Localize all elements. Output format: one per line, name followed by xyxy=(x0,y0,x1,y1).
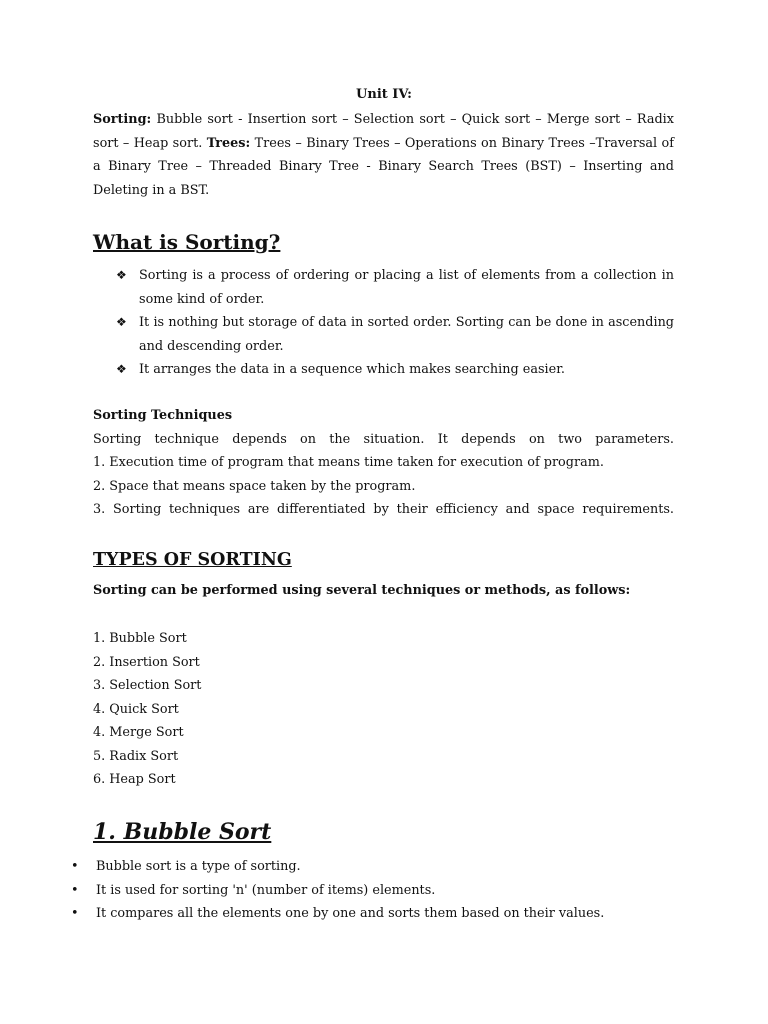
techniques-line: 2. Space that means space taken by the program. xyxy=(93,478,416,494)
types-of-sorting-intro: Sorting can be performed using several techniques or methods, as follows: xyxy=(93,583,631,598)
syllabus-paragraph xyxy=(93,108,674,202)
list-item-text: It compares all the elements one by one and sorts them based on their values. xyxy=(96,906,605,921)
sorting-techniques-section xyxy=(93,404,674,522)
list-item: 4. Quick Sort xyxy=(93,701,179,717)
unit-heading: Unit IV: xyxy=(356,87,412,102)
list-item-text: Bubble sort is a type of sorting. xyxy=(96,859,301,874)
list-item xyxy=(68,879,674,903)
what-is-sorting-list xyxy=(93,264,674,382)
diamond-bullet-icon: ❖ xyxy=(116,315,127,329)
techniques-line: Sorting technique depends on the situation. It depends on two parameters. xyxy=(93,431,674,447)
list-item-text: It is used for sorting 'n' (number of items) elements. xyxy=(96,882,436,898)
list-item-text: It arranges the data in a sequence which makes searching easier. xyxy=(139,362,565,377)
list-item-text: Sorting is a process of ordering or placing a list of elements from a collection in some kind of order. xyxy=(139,268,674,307)
list-item: 4. Merge Sort xyxy=(93,725,184,740)
list-item-text: It is nothing but storage of data in sorted order. Sorting can be done in ascending and descending order. xyxy=(139,315,674,354)
sorting-techniques-heading: Sorting Techniques xyxy=(93,408,233,423)
syllabus-trees-text: Trees – Binary Trees – Operations on Binary Trees –Traversal of a Binary Tree – Threaded Binary Tree - Binary Search Trees (BST) – Inserting and Deleting in a BST. xyxy=(93,135,674,198)
list-item: 1. Bubble Sort xyxy=(93,631,187,646)
techniques-line: 3. Sorting techniques are differentiated by their efficiency and space requirements. xyxy=(93,502,674,517)
diamond-bullet-icon: ❖ xyxy=(116,362,127,376)
what-is-sorting-heading: What is Sorting? xyxy=(93,230,281,254)
bullet-dot-icon: • xyxy=(71,882,79,898)
list-item xyxy=(93,358,674,382)
diamond-bullet-icon: ❖ xyxy=(116,268,127,282)
list-item: 5. Radix Sort xyxy=(93,748,179,764)
syllabus-sorting-label: Sorting: xyxy=(93,112,152,127)
list-item: 3. Selection Sort xyxy=(93,678,202,693)
syllabus-trees-label: Trees: xyxy=(206,135,251,151)
list-item: 6. Heap Sort xyxy=(93,772,176,787)
list-item xyxy=(93,311,674,358)
types-of-sorting-heading: TYPES OF SORTING xyxy=(93,550,292,570)
list-item: 2. Insertion Sort xyxy=(93,654,200,670)
sort-types-list xyxy=(93,627,201,792)
list-item xyxy=(68,855,674,879)
syllabus-sorting-text: Bubble sort - Insertion sort – Selection sort – Quick sort – Merge sort – Radix sort – Heap sort. xyxy=(93,112,674,151)
bullet-dot-icon: • xyxy=(71,859,79,874)
list-item xyxy=(93,264,674,311)
bubble-sort-heading: 1. Bubble Sort xyxy=(93,819,272,845)
list-item xyxy=(68,902,674,926)
bullet-dot-icon: • xyxy=(71,906,79,921)
techniques-line: 1. Execution time of program that means time taken for execution of program. xyxy=(93,455,604,470)
bubble-sort-list xyxy=(68,855,674,926)
